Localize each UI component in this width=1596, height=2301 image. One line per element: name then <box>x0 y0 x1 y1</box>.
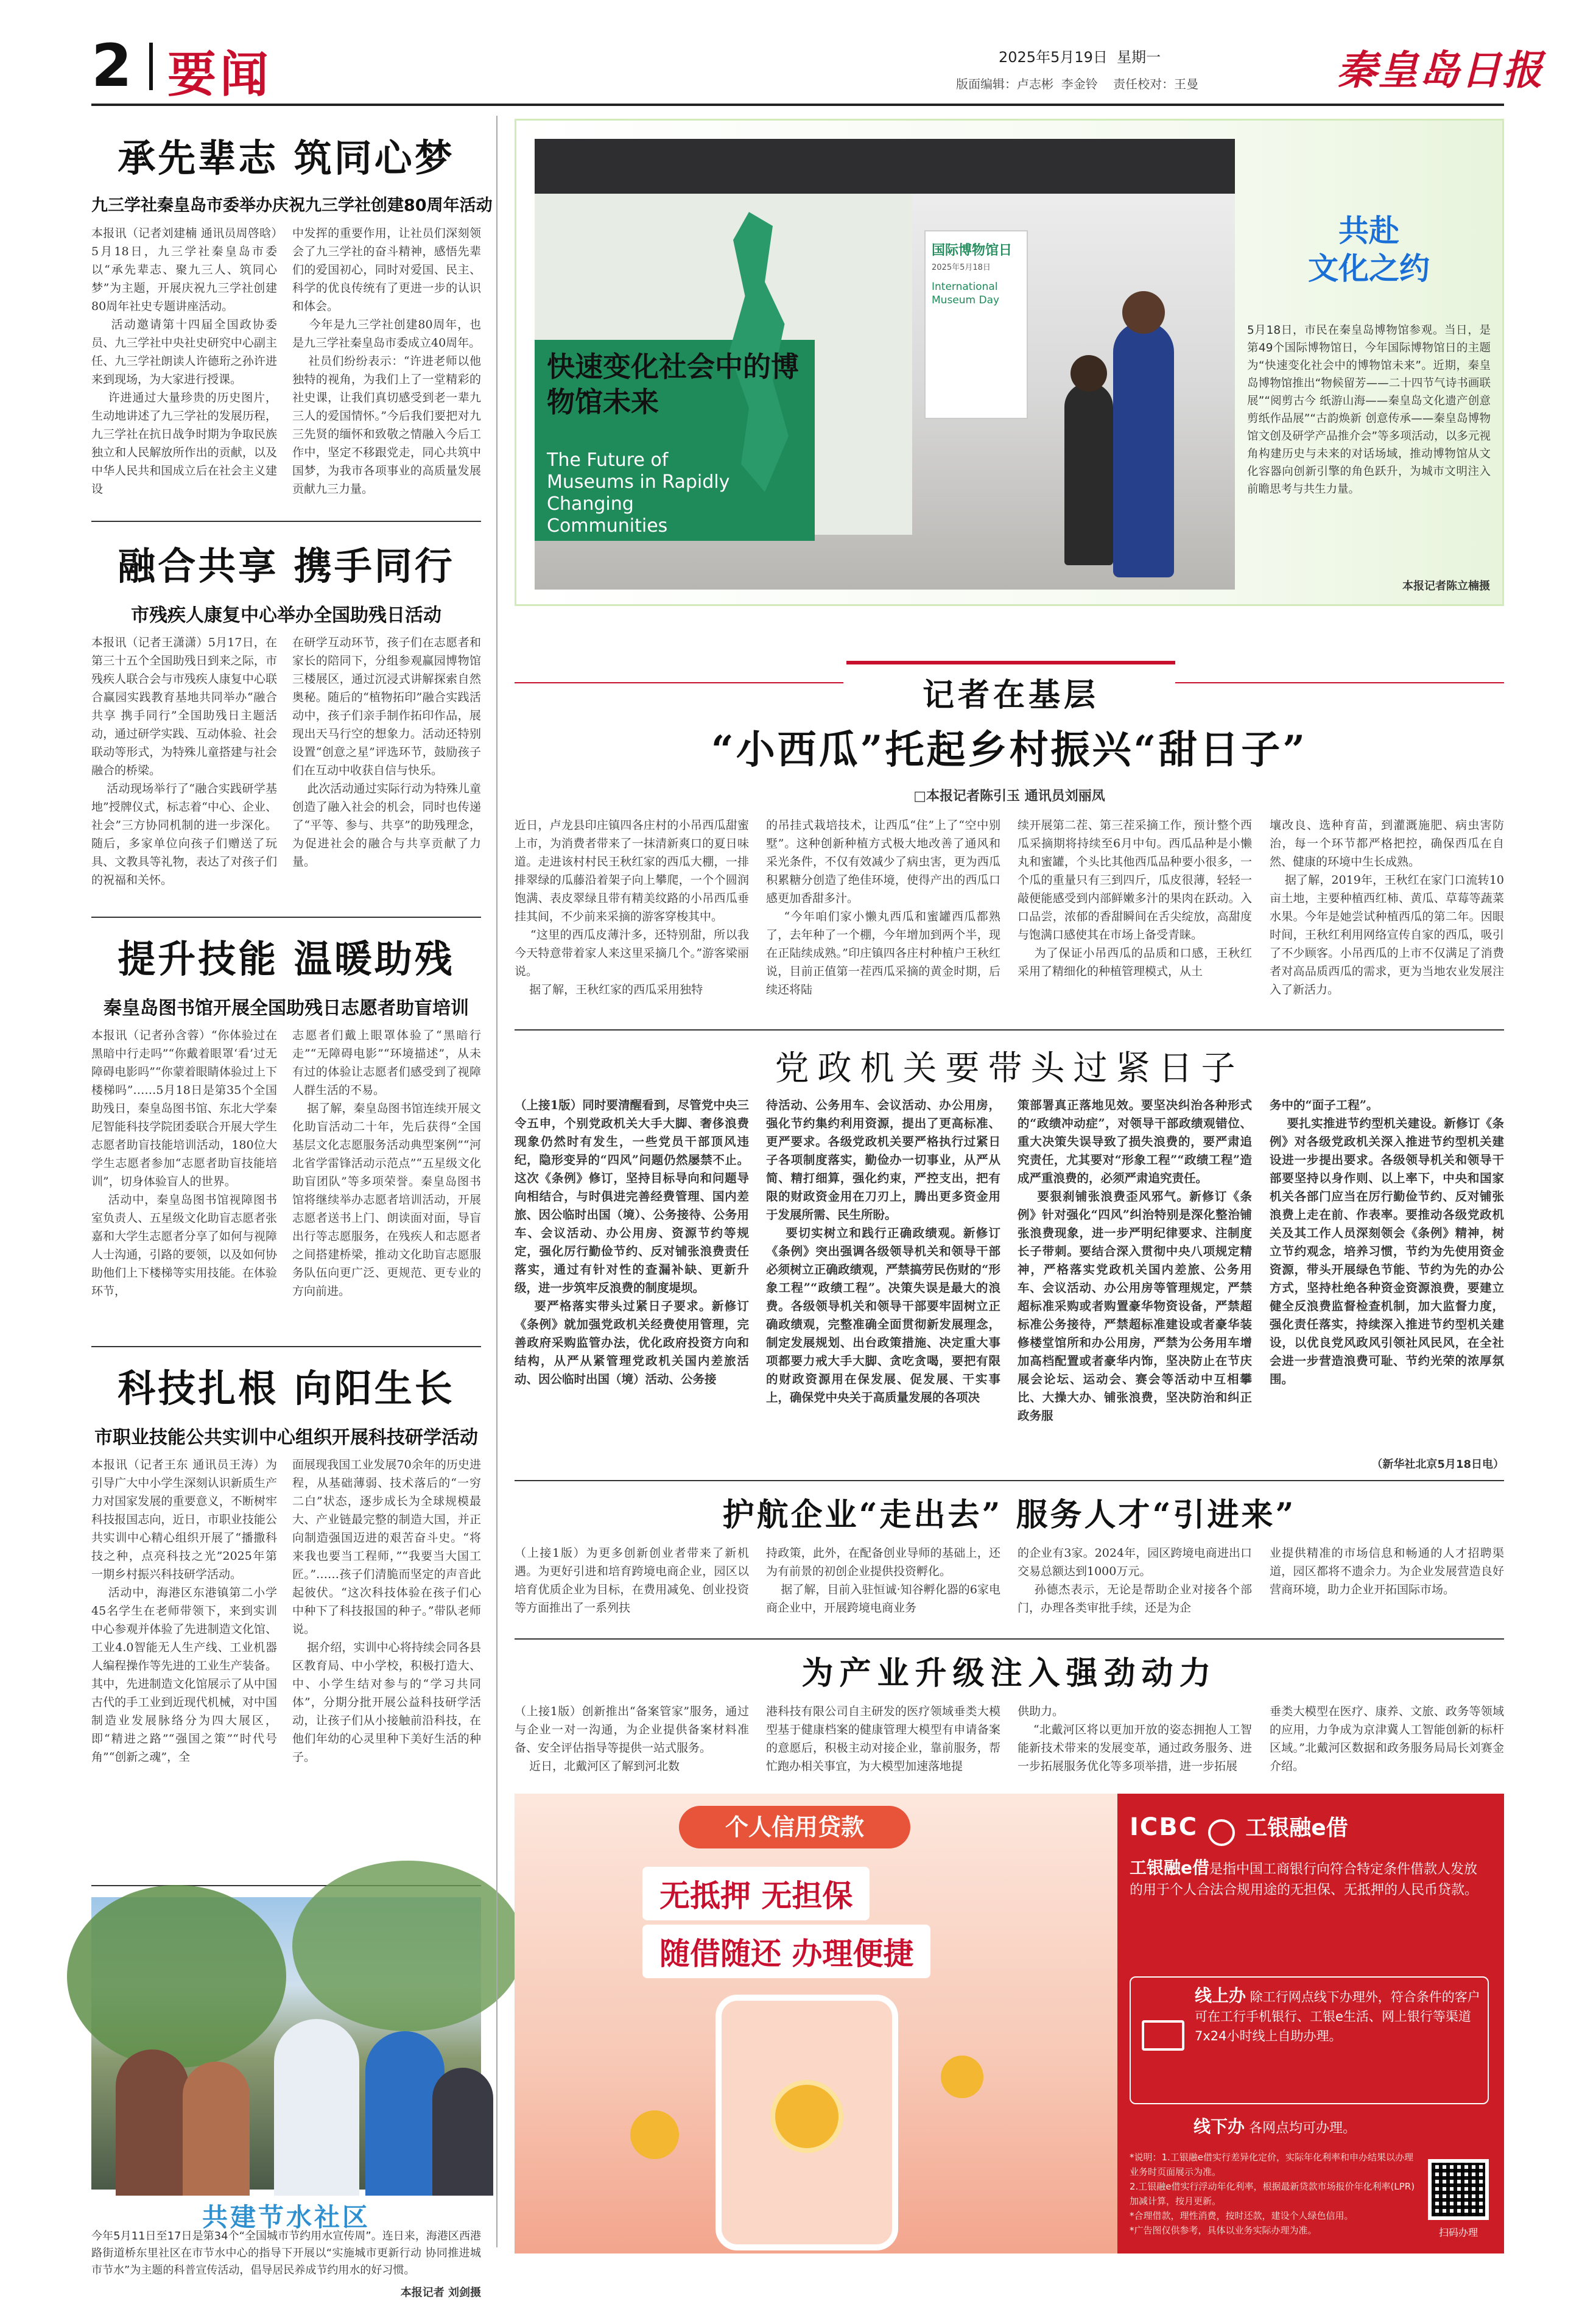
ad-note: *说明：1.工银融e借实行差异化定价，实际年化利率和申办结果以办理业务时页面展示为准。 <box>1130 2152 1414 2177</box>
wall-title: 快速变化社会中的博物馆未来 <box>547 350 799 418</box>
industry-col2: 港科技有限公司自主研发的医疗领域垂类大模型基于健康档案的健康管理大模型有申请备案的意愿后，积极主动对接企业，靠前服务，帮忙跑办相关事宜，为大模型加速落地提 <box>766 1705 1000 1773</box>
column-divider <box>496 116 497 2247</box>
online-text <box>1195 1986 1481 2046</box>
ad-intro <box>1130 1858 1489 1901</box>
feature-caption: 5月18日，市民在秦皇岛博物馆参观。当日，是第49个国际博物馆日，今年国际博物馆日的主题为“快速变化社会中的博物馆未来”。近期，秦皇岛博物馆推出“物候留芳——二十四节气诗书画联展”“阅剪古今 纸游山海——秦皇岛文化遗产创意剪纸作品展”“古韵焕新 创意传承——秦皇岛博物馆文创及研学产品推介会”等多项活动，以多元视角构建历史与未来的对话场域，推动博物馆从文化容器向创新引擎的角色跃升，为城市文明注入前瞻思考与共生力量。 <box>1247 324 1491 496</box>
divider <box>515 1029 1504 1031</box>
grassroots-title: “小西瓜”托起乡村振兴“甜日子” <box>711 727 1308 773</box>
offline-desc: 各网点均可办理。 <box>1249 2121 1357 2136</box>
wall-title-en: The Future of Museums in Rapidly Changing Communities <box>547 449 730 537</box>
icbc-brand: ICBC <box>1130 1813 1198 1841</box>
enterprise-title: 护航企业“走出去” 服务人才“引进来” <box>722 1496 1296 1534</box>
grassroots-col4: 壤改良、选种育苗，到灌溉施肥、病虫害防治，每一个环节都严格把控，确保西瓜在自然、健康的环境中生长成熟。 据了解，2019年，王秋红在家门口流转10亩土地，主要种植西红柿、黄瓜、草莓等蔬菜水果。今年是她尝试种植西瓜的第二年。因眼时间，王秋红利用网络宣传自家的西瓜，吸引了不少顾客。小吊西瓜的上市不仅满足了消费者对高品质西瓜的需求，更为当地农业发展注入了新活力。 <box>1270 819 1504 996</box>
ad-badge: 个人信用贷款 <box>679 1806 910 1848</box>
qr-code-icon[interactable] <box>1428 2159 1489 2220</box>
divider <box>91 521 481 522</box>
ad-notes <box>1130 2150 1422 2238</box>
qr-label: 扫码办理 <box>1438 2227 1478 2238</box>
article1-col2: 中发挥的重要作用，让社员们深刻领会了九三学社的奋斗精神，感悟先辈们的爱国初心，同时对爱国、民主、科学的优良传统有了更进一步的认识和体会。 今年是九三学社创建80周年，也是九三学社秦皇岛市委成立40周年。 社员们纷纷表示：“许进老师以他独特的视角，为我们上了一堂精彩的社史课，让我们真切感受到老一辈九三人的爱国情怀。”今后我们要把对九三先贤的缅怀和致敬之情融入今后工作中，坚定不移跟党走，同心共筑中国梦，为我市各项事业的高质量发展贡献九三力量。 <box>292 227 481 496</box>
ad-slogan1: 无抵押 无担保 <box>642 1867 870 1920</box>
tree-shape <box>292 1861 524 2031</box>
industry-title: 为产业升级注入强劲动力 <box>801 1655 1217 1692</box>
left-column <box>91 116 493 2299</box>
page-number: 2 <box>91 32 132 100</box>
industry-col4: 垂类大模型在医疗、康养、文旅、政务等领域的应用，力争成为京津冀人工智能创新的标杆区域。”北戴河区数据和政务服务局局长刘赛金介绍。 <box>1270 1705 1504 1773</box>
divider <box>91 917 481 918</box>
sign-english: International Museum Day <box>932 281 1000 306</box>
coin-icon <box>630 2110 679 2159</box>
water-saving-caption: 今年5月11日至17日是第34个“全国城市节约用水宣传周”。连日来，海港区西港路街道桥东里社区在市节水中心的指导下开展以“实施城市更新行动 协同推进城市节水”为主题的科普宣传活动，倡导居民养成节约用水的好习惯。 <box>91 2230 481 2277</box>
water-saving-credit: 本报记者 刘剑摄 <box>400 2286 481 2299</box>
article4-subtitle: 市职业技能公共实训中心组织开展科技研学活动 <box>94 1427 478 1448</box>
online-label: 线上办 <box>1195 1986 1246 2006</box>
enterprise-col2: 持政策，此外，在配备创业导师的基础上，还为有前景的初创企业提供投资孵化。 据了解，目前入驻恒诚·知谷孵化器的6家电商企业中，开展跨境电商业务 <box>766 1546 1000 1615</box>
industry-col3: 供助力。 “北戴河区将以更加开放的姿态拥抱人工智能新技术带来的发展变革，通过政务服务、进一步拓展服务优化等多项举措，进一步拓展 <box>1018 1705 1252 1773</box>
ad-note: *合理借款，理性消费，按时还款，建设个人绿色信用。 <box>1130 2210 1354 2221</box>
feature-credit: 本报记者陈立楠摄 <box>1402 580 1490 593</box>
article4-col2: 面展现我国工业发展70余年的历史进程，从基础薄弱、技术落后的“一穷二白”状态，逐步成长为全球规模最大、产业链最完整的制造大国，并正向制造强国迈进的艰苦奋斗史。“将来我也要当工程师，”“我要当大国工匠。”……孩子们清脆而坚定的声音此起彼伏。“这次科技体验在孩子们心中种下了科技报国的种子。”带队老师说。 据介绍，实训中心将持续会同各县区教育局、中小学校，积极打造大、中、小学生结对参与的“学习共同体”，分期分批开展公益科技研学活动，让孩子们从小接触前沿科技，在他们年幼的心灵里种下美好生活的种子。 <box>292 1458 481 1764</box>
icbc-brand-cn: 工银融e借 <box>1245 1816 1348 1841</box>
masthead <box>91 32 1544 103</box>
article3-title: 提升技能 温暖助残 <box>118 937 455 981</box>
masthead-divider <box>149 43 153 90</box>
paper-logo: 秦皇岛日报 <box>1337 46 1544 94</box>
museum-sign <box>924 230 1028 419</box>
grassroots-col1: 近日，卢龙县印庄镇四各庄村的小吊西瓜甜蜜上市，为消费者带来了一抹清新爽口的夏日味道。走进该村村民王秋红家的西瓜大棚，一排排翠绿的瓜藤沿着架子向上攀爬，一个个圆润饱满、表皮翠绿且带有精美纹路的小吊西瓜垂挂其间，不少前来采摘的游客穿梭其中。 “这里的西瓜皮薄汁多，还特别甜，所以我今天特意带着家人来这里采摘几个。”游客梁丽说。 据了解，王秋红家的西瓜采用独特 <box>515 819 749 996</box>
editor-line: 版面编辑：卢志彬 李金铃 责任校对：王曼 <box>956 77 1199 91</box>
article1-subtitle: 九三学社秦皇岛市委举办庆祝九三学社创建80周年活动 <box>91 196 493 215</box>
divider <box>515 1638 1504 1640</box>
industry-col1: （上接1版）创新推出“备案管家”服务，通过与企业一对一沟通，为企业提供备案材料准备、安全评估指导等提供一站式服务。 近日，北戴河区了解到河北数 <box>515 1705 749 1773</box>
icbc-ad[interactable] <box>515 1794 1504 2253</box>
offline-label: 线下办 <box>1193 2116 1245 2137</box>
article2-col1: 本报讯（记者王潇潇）5月17日，在第三十五个全国助残日到来之际，市残疾人联合会与市残疾人康复中心联合赢园实践教育基地共同举办“融合共享 携手同行”全国助残日主题活动，通过研学实践、互动体验、社会联动等形式，为特殊儿童搭建与社会融合的桥梁。 活动现场举行了“融合实践研学基地”授牌仪式，标志着“中心、企业、社会”三方协同机制的进一步深化。随后，多家单位向孩子们赠送了玩具、文教具等礼物，表达了对孩子们的祝福和关怀。 <box>91 636 277 887</box>
sign-title: 国际博物馆日 <box>932 243 1013 258</box>
kicker-text: 记者在基层 <box>922 677 1099 714</box>
ad-intro-text: 是指中国工商银行向符合特定条件借款人发放的用于个人合法合规用途的无担保、无抵押的人民币贷款。 <box>1130 1862 1478 1898</box>
ad-note: 2.工银融e借实行浮动年化利率，根据最新贷款市场报价年化利率(LPR)加减计算，按月更新。 <box>1130 2181 1415 2207</box>
party-title: 党政机关要带头过紧日子 <box>775 1049 1244 1088</box>
enterprise-col3: 的企业有3家。2024年，园区跨境电商进出口交易总额达到1000万元。 孙德杰表示，无论是帮助企业对接各个部门，办理各类审批手续，还是为企 <box>1018 1546 1252 1615</box>
article3-subtitle: 秦皇岛图书馆开展全国助残日志愿者助盲培训 <box>104 998 469 1019</box>
visitor-adult <box>1113 322 1174 577</box>
ad-intro-name: 工银融e借 <box>1130 1858 1209 1878</box>
coin-icon <box>770 2080 843 2153</box>
museum-ceiling <box>535 139 1235 194</box>
article2-subtitle: 市残疾人康复中心举办全国助残日活动 <box>131 605 441 626</box>
enterprise-col1: （上接1版）为更多创新创业者带来了新机遇。为更好引进和培育跨境电商企业，园区以培育优质企业为目标，在费用减免、创业投资等方面推出了一系列扶 <box>515 1546 749 1615</box>
coin-icon <box>941 2056 983 2098</box>
feature-photo-box <box>515 119 1504 606</box>
ad-slogan2: 随借随还 办理便捷 <box>642 1925 930 1978</box>
divider <box>515 1480 1504 1481</box>
museum-photo <box>535 139 1235 590</box>
divider <box>91 1346 481 1347</box>
water-saving-photo <box>91 1897 481 2190</box>
party-col1: （上接1版）同时要清醒看到，尽管党中央三令五申，个别党政机关大手大脚、奢侈浪费现象仍然时有发生，一些党员干部顶风违纪，隐形变异的“四风”问题仍然屡禁不止。这次《条例》修订，坚持目标导向和问题导向相结合，与时俱进完善经费管理、国内差旅、因公临时出国（境）、公务接待、公务用车、会议活动、办公用房、资源节约等规定，强化厉行勤俭节约、反对铺张浪费责任落实，通过有针对性的查漏补缺、更新升级，进一步筑牢反浪费的制度堤坝。 要严格落实带头过紧日子要求。新修订《条例》就加强党政机关经费使用管理，完善政府采购监管办法，优化政府投资方向和结构，从严从紧管理党政机关国内差旅活动、因公临时出国（境）活动、公务接 <box>515 1098 749 1386</box>
article2-col2: 在研学互动环节，孩子们在志愿者和家长的陪同下，分组参观赢园博物馆三楼展区，通过沉浸式讲解探索自然奥秘。随后的“植物拓印”融合实践活动中，孩子们亲手制作拓印作品，展现出天马行空的想象力。活动还特别设置“创意之星”评选环节，鼓励孩子们在互动中收获自信与快乐。 此次活动通过实际行动为特殊儿童创造了融入社会的机会，同时也传递了“平等、参与、共享”的助残理念，为促进社会的融合与共享贡献了力量。 <box>292 636 481 869</box>
ad-note: *广告图仅供参考，具体以业务实际办理为准。 <box>1130 2225 1317 2236</box>
offline-text <box>1193 2113 1356 2138</box>
visitor-child <box>1064 382 1113 565</box>
grassroots-col2: 的吊挂式栽培技术，让西瓜“住”上了“空中别墅”。这种创新种植方式极大地改善了通风和采光条件，不仅有效减少了病虫害，更为西瓜积累糖分创造了绝佳环境，使得产出的西瓜口感更加香甜多汁。 “今年咱们家小懒丸西瓜和蜜罐西瓜都熟了，去年种了一个棚，今年增加到两个半，现在正陆续成熟。”印庄镇四各庄村种植户王秋红说，目前正值第一茬西瓜采摘的黄金时期，后续还将陆 <box>766 819 1000 996</box>
weekday: 星期一 <box>1117 49 1161 66</box>
party-col2: 待活动、公务用车、会议活动、办公用房，强化节约集约利用资源，提出了更高标准、更严要求。各级党政机关要严格执行过紧日子各项制度落实，勤俭办一切事业，从严从简、精打细算，强化约束，严控支出，把有限的财政资金用在刀刃上，腾出更多资金用于发展所需、民生所盼。 要切实树立和践行正确政绩观。新修订《条例》突出强调各级领导机关和领导干部必须树立正确政绩观，严禁搞劳民伤财的“形象工程”“政绩工程”。决策失误是最大的浪费。各级领导机关和领导干部要牢固树立正确政绩观，完整准确全面贯彻新发展理念，制定发展规划、出台政策措施、决定重大事项都要力戒大手大脚、贪吃贪喝，要把有限的财政资源用在保发展、促发展、干实事上，确保党中央关于高质量发展的各项决 <box>766 1098 1000 1404</box>
online-box <box>1130 1976 1489 2104</box>
person-figure <box>432 2068 493 2196</box>
kicker-line <box>1175 682 1504 683</box>
article3-col2: 志愿者们戴上眼罩体验了“黑暗行走”“无障碍电影”“环境描述”，从未有过的体验让志愿者们感受到了视障人群生活的不易。 据了解，秦皇岛图书馆连续开展文化助盲活动二十年，先后获得“全国基层文化志愿服务活动典型案例”“河北省学雷锋活动示范点”“五星级文化助盲团队”等多项荣誉。秦皇岛图书馆将继续举办志愿者培训活动，开展志愿者送书上门、朗读面对面，导盲出行等志愿服务，在残疾人和志愿者之间搭建桥梁，推动文化助盲志愿服务队伍向更广泛、更规范、更专业的方向前进。 <box>292 1029 481 1298</box>
section-name: 要闻 <box>167 46 272 103</box>
person-figure <box>183 2062 250 2196</box>
article4-title: 科技扎根 向阳生长 <box>118 1366 455 1411</box>
masthead-rule <box>91 104 1504 106</box>
date-line <box>999 45 1161 66</box>
kicker-badge <box>846 661 1175 714</box>
icbc-emblem-icon <box>1208 1819 1235 1846</box>
article1-title: 承先辈志 筑同心梦 <box>118 136 455 180</box>
article2-title: 融合共享 携手同行 <box>118 544 455 588</box>
grassroots-byline: □本报记者陈引玉 通讯员刘丽凤 <box>913 789 1105 804</box>
tree-shape <box>67 1885 286 2068</box>
visitor-child-head <box>1070 355 1107 392</box>
party-col4: 务中的“面子工程”。 要扎实推进节约型机关建设。新修订《条例》对各级党政机关深入推进节约型机关建设进一步提出要求。各级领导机关和领导干部要坚持以身作则、以上率下，中央和国家机关各部门应当在厉行勤俭节约、反对铺张浪费上走在前、作表率。要推动各级党政机关及其工作人员深刻领会《条例》精神，树立节约观念，培养习惯，节约为先使用资金资源，带头开展绿色节能、节约为先的办公方式，坚持杜绝各种资金资源浪费，要建立健全反浪费监督检查机制，加大监督力度，强化责任落实，持续深入推进节约型机关建设，以优良党风政风引领社风民风，在全社会进一步营造浪费可耻、节约光荣的浓厚氛围。 <box>1270 1098 1504 1386</box>
feature-heading: 共赴 文化之约 <box>1308 213 1430 286</box>
person-figure <box>116 2049 189 2196</box>
party-col3: 策部署真正落地见效。要坚决纠治各种形式的“政绩冲动症”，对领导干部政绩观错位、重大决策失误导致了损失浪费的，要严肃追究责任，尤其要对“形象工程”“政绩工程”造成严重浪费的，必须严肃追究责任。 要狠刹铺张浪费歪风邪气。新修订《条例》针对强化“四风”纠治特别是深化整治铺张浪费现象，进一步严明纪律要求、注制度长子带刺。要结合深入贯彻中央八项规定精神，严格落实党政机关国内差旅、公务用车、会议活动、办公用房等管理规定，严禁超标准采购或者购置豪华物资设备，严禁超标准公务接待，严禁超标准建设或者豪华装修楼堂馆所和办公用房，严禁为公务用车增加高档配置或者豪华内饰，坚决防止在节庆展会论坛、运动会、赛会等活动中互相攀比、大操大办、铺张浪费，坚决防治和纠正政务服 <box>1018 1098 1252 1423</box>
article4-col1: 本报讯（记者王东 通讯员王涛）为引导广大中小学生深刻认识新质生产力对国家发展的重要意义，不断树牢科技报国志向，近日，市职业技能公共实训中心精心组织开展了“播撒科技之种，点亮科技之光”2025年第一期乡村振兴科技研学活动。 活动中，海港区东港镇第二小学45名学生在老师带领下，来到实训中心参观并体验了先进制造文化馆、工业4.0智能无人生产线、工业机器人编程操作等先进的工业生产装备。其中，先进制造文化馆展示了从中国古代的手工业到近现代机械，对中国制造业发展脉络分为四大展区，即“精进之路”“强国之策”“时代号角”“创新之魂”，全 <box>91 1458 277 1764</box>
online-desc: 除工行网点线下办理外，符合条件的客户可在工行手机银行、工银e生活、网上银行等渠道7x24小时线上自助办理。 <box>1195 1990 1480 2043</box>
monitor-icon <box>1142 2020 1184 2051</box>
party-source: （新华社北京5月18日电） <box>1371 1458 1504 1471</box>
icbc-logo <box>1130 1811 1348 1846</box>
visitor-adult-head <box>1122 291 1165 334</box>
kicker-line <box>515 682 843 683</box>
grassroots-col3: 续开展第二茬、第三茬采摘工作，预计整个西瓜采摘期将持续至6月中旬。西瓜品种是小懒丸和蜜罐，个头比其他西瓜品种要小很多，一个瓜的重量只有三到四斤，瓜皮很薄，轻轻一敲便能感受到内部鲜嫩多汁的果肉在跃动。入口品尝，浓郁的香甜瞬间在舌尖绽放，高甜度与饱满口感使其在市场上备受青睐。 为了保证小吊西瓜的品质和口感，王秋红采用了精细化的种植管理模式，从土 <box>1018 819 1252 978</box>
sign-date: 2025年5月18日 <box>932 263 991 272</box>
enterprise-col4: 业提供精准的市场信息和畅通的人才招聘渠道，园区都将不遗余力。为企业发展营造良好营商环境，助力企业开拓国际市场。 <box>1270 1546 1504 1596</box>
article1-col1: 本报讯（记者刘建楠 通讯员周啓晗）5月18日，九三学社秦皇岛市委以“承先辈志、聚九三人、筑同心梦”为主题，开展庆祝九三学社创建80周年社史专题讲座活动。 活动邀请第十四届全国政协委员、九三学社中央社史研究中心副主任、九三学社朗读人许德珩之孙许进来到现场，为大家进行授课。 许进通过大量珍贵的历史图片，生动地讲述了九三学社的发展历程，九三学社在抗日战争时期为争取民族独立和人民解放所作出的贡献，以及中华人民共和国成立后在社会主义建设 <box>91 227 277 496</box>
article3-col1: 本报讯（记者孙含蓉）“你体验过在黑暗中行走吗”“你戴着眼罩‘看’过无障碍电影吗”“你蒙着眼睛体验过上下楼梯吗”……5月18日是第35个全国助残日，秦皇岛图书馆、东北大学秦尼智能科技学院团委联合开展大学生志愿者助盲技能培训活动，180位大学生志愿者参加“志愿者助盲技能培训”，切身体验盲人的世界。 活动中，秦皇岛图书馆视障图书室负责人、五星级文化助盲志愿者张嘉和大学生志愿者分享了如何与视障人士沟通，引路的要领，以及如何协助他们上下楼梯等实用技能。在体验环节， <box>91 1029 277 1298</box>
date: 2025年5月19日 <box>999 49 1108 66</box>
water-saving-title: 共建节水社区 <box>202 2202 370 2232</box>
volunteer-figure <box>274 2019 359 2196</box>
